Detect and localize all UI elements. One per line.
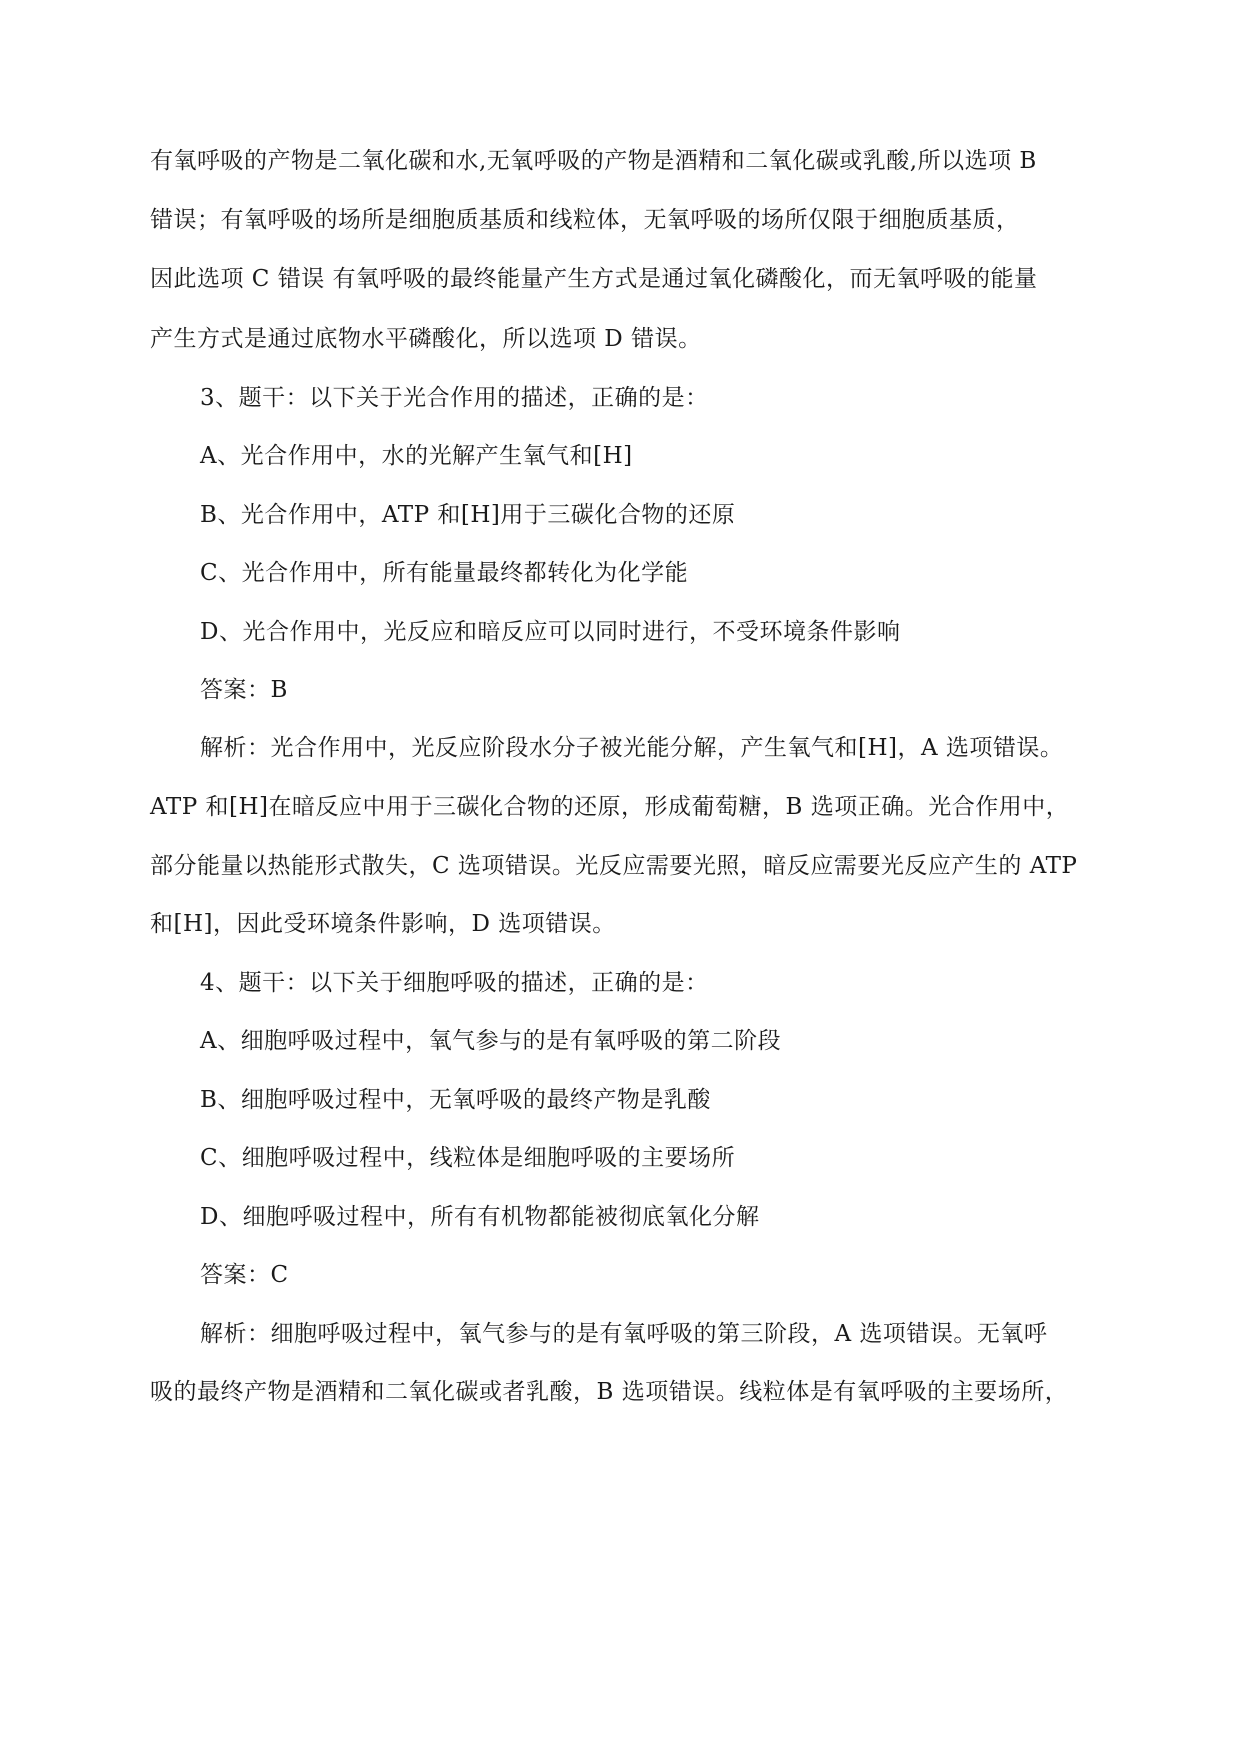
option-a: A、光合作用中，水的光解产生氧气和[H] [200,443,633,469]
option-d: D、细胞呼吸过程中，所有有机物都能被彻底氧化分解 [200,1204,760,1230]
explanation-line: 解析：细胞呼吸过程中，氧气参与的是有氧呼吸的第三阶段，A 选项错误。无氧呼 [200,1321,1048,1347]
explanation-line: 吸的最终产物是酒精和二氧化碳或者乳酸，B 选项错误。线粒体是有氧呼吸的主要场所， [150,1379,1069,1405]
option-c: C、细胞呼吸过程中，线粒体是细胞呼吸的主要场所 [200,1145,736,1171]
answer: 答案：B [200,677,288,703]
option-a: A、细胞呼吸过程中，氧气参与的是有氧呼吸的第二阶段 [200,1028,782,1054]
option-b: B、光合作用中，ATP 和[H]用于三碳化合物的还原 [200,502,736,528]
option-b: B、细胞呼吸过程中，无氧呼吸的最终产物是乳酸 [200,1087,711,1113]
question-stem: 4、题干：以下关于细胞呼吸的描述，正确的是： [200,970,709,996]
text-line: 因此选项 C 错误 有氧呼吸的最终能量产生方式是通过氧化磷酸化，而无氧呼吸的能量 [150,266,1038,292]
text-line: 错误；有氧呼吸的场所是细胞质基质和线粒体，无氧呼吸的场所仅限于细胞质基质， [150,207,1020,233]
text-line: 产生方式是通过底物水平磷酸化，所以选项 D 错误。 [150,326,702,352]
question-stem: 3、题干：以下关于光合作用的描述，正确的是： [200,385,709,411]
explanation-line: 和[H]，因此受环境条件影响，D 选项错误。 [150,911,616,937]
explanation-line: 部分能量以热能形式散失，C 选项错误。光反应需要光照，暗反应需要光反应产生的 ATP [150,853,1078,879]
option-c: C、光合作用中，所有能量最终都转化为化学能 [200,560,689,586]
explanation-line: ATP 和[H]在暗反应中用于三碳化合物的还原，形成葡萄糖，B 选项正确。光合作用中， [150,794,1070,820]
answer: 答案：C [200,1262,289,1288]
option-d: D、光合作用中，光反应和暗反应可以同时进行，不受环境条件影响 [200,619,901,645]
text-line: 有氧呼吸的产物是二氧化碳和水,无氧呼吸的产物是酒精和二氧化碳或乳酸,所以选项 B [150,148,1037,174]
explanation-line: 解析：光合作用中，光反应阶段水分子被光能分解，产生氧气和[H]，A 选项错误。 [200,735,1064,761]
